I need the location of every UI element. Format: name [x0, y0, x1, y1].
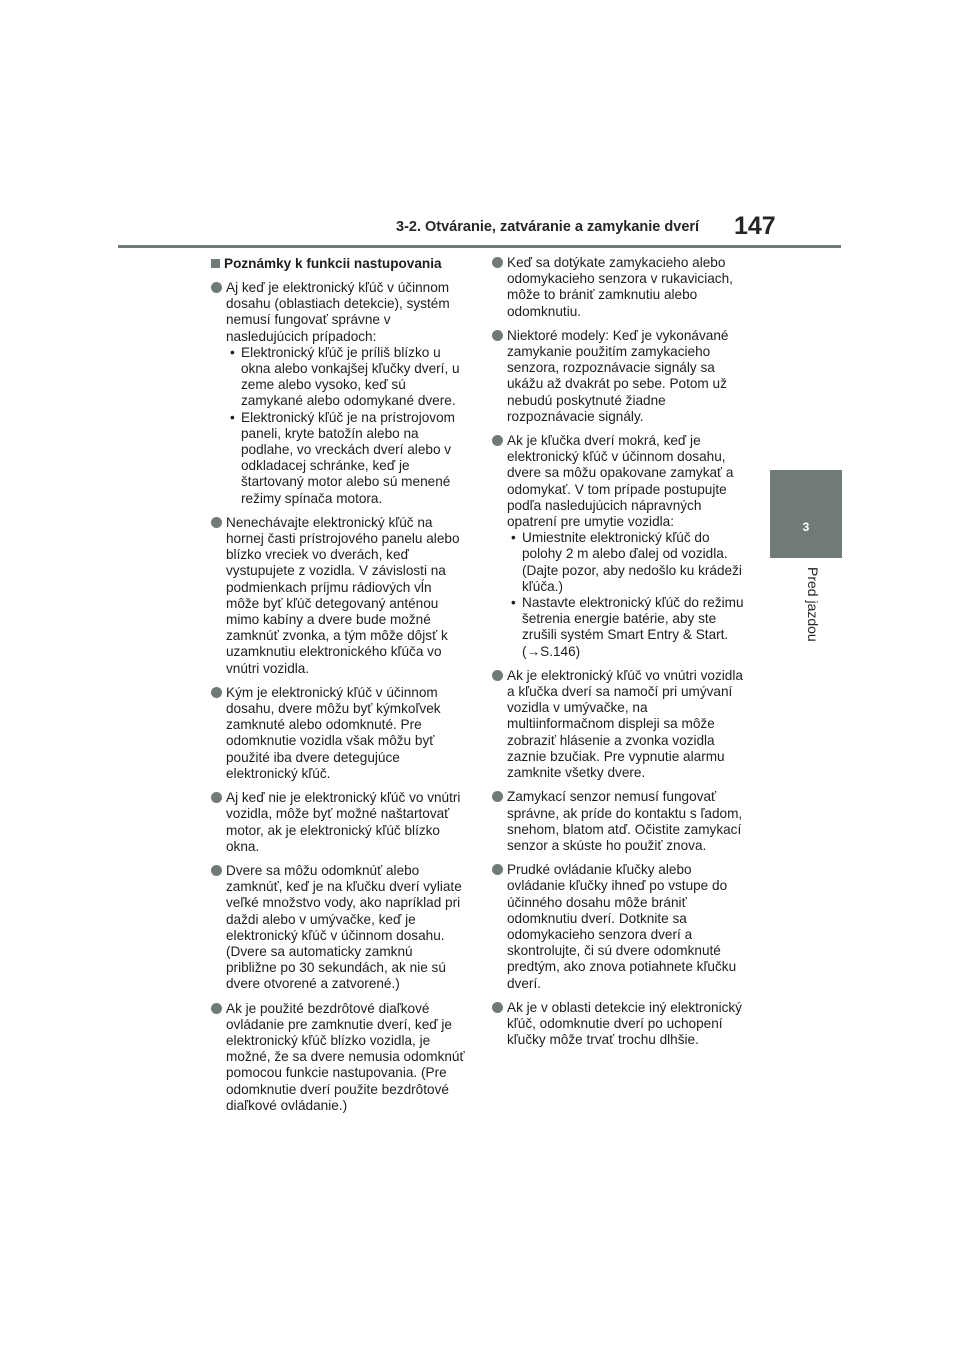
chapter-label: Pred jazdou — [805, 567, 821, 642]
chapter-tab — [770, 470, 842, 558]
round-bullet-icon — [211, 687, 222, 698]
section-heading-text: Poznámky k funkcii nastupovania — [224, 256, 442, 271]
round-bullet-icon — [492, 791, 503, 802]
left-notes-list — [211, 280, 466, 1114]
round-bullet-icon — [492, 864, 503, 875]
square-bullet-icon — [211, 259, 220, 268]
round-bullet-icon — [492, 670, 503, 681]
note-text: Kým je elektronický kľúč v účinnom dosahu, dvere môžu byť kýmkoľvek zamknuté alebo odomknuté. Pre odomknutie vozidla však môžu byť použité iba dvere detegujúce elektronický kľúč. — [226, 684, 441, 781]
round-bullet-icon — [211, 282, 222, 293]
sub-bullet-text: Elektronický kľúč je príliš blízko u okna alebo vonkajšej kľučky dverí, u zeme alebo vysoko, keď sú zamykané alebo odomykané dvere. — [241, 344, 460, 409]
note-item — [211, 685, 466, 782]
chapter-number: 3 — [802, 520, 810, 534]
note-item — [211, 790, 466, 855]
note-text: Aj keď nie je elektronický kľúč vo vnútri vozidla, môže byť možné naštartovať motor, ak je elektronický kľúč blízko okna. — [226, 790, 461, 854]
note-text: Keď sa dotýkate zamykacieho alebo odomykacieho senzora v rukaviciach, môže to brániť zamknutiu alebo odomknutiu. — [507, 255, 733, 319]
round-bullet-icon — [211, 792, 222, 803]
note-text: Nenechávajte elektronický kľúč na hornej časti prístrojového panelu alebo blízko vreciek vo dverách, keď vystupujete z vozidla. V závislosti na podmienkach príjmu rádiových vĺn môže byť kľúč detegovaný anténou mimo kabíny a dvere bude možné zamknúť zvonka, a tým môže dôjsť k uzamknutiu elektronického kľúča vo vnútri vozidla. — [226, 514, 460, 676]
note-item — [492, 668, 747, 781]
note-text: Ak je použité bezdrôtové diaľkové ovládanie pre zamknutie dverí, keď je elektronický kľúč blízko vozidla, je možné, že sa dvere nemusia odomknúť pomocou funkcie nastupovania. (Pre odomknutie dverí použite bezdrôtové diaľkové ovládanie.) — [226, 1000, 465, 1113]
round-bullet-icon — [492, 330, 503, 341]
sub-bullet — [507, 530, 747, 595]
section-title: 3-2. Otváranie, zatváranie a zamykanie dverí — [396, 219, 700, 235]
note-text: Dvere sa môžu odomknúť alebo zamknúť, keď je na kľučku dverí vyliate veľké množstvo vody, ako napríklad pri daždi alebo v umývačke, keď je elektronický kľúč v účinnom dosahu. (Dvere sa automaticky zamknú približne po 30 sekundách, ak nie sú dvere otvorené a zatvorené.) — [226, 862, 462, 992]
round-bullet-icon — [492, 257, 503, 268]
header-divider — [118, 245, 841, 248]
section-heading — [211, 255, 466, 272]
note-item — [492, 1000, 747, 1049]
left-column — [211, 255, 466, 1122]
note-item — [492, 862, 747, 992]
sub-bullet-text: Umiestnite elektronický kľúč do polohy 2 m alebo ďalej od vozidla. (Dajte pozor, aby nedošlo ku krádeži kľúča.) — [522, 530, 742, 594]
note-item — [492, 433, 747, 660]
note-text: Aj keď je elektronický kľúč v účinnom dosahu (oblastiach detekcie), systém nemusí fungovať správne v nasledujúcich prípadoch: — [226, 280, 450, 344]
note-text: Ak je v oblasti detekcie iný elektronický kľúč, odomknutie dverí po uchopení kľučky môže trvať trochu dlhšie. — [507, 999, 742, 1048]
right-column — [492, 255, 747, 1056]
sub-bullet-text: Elektronický kľúč je na prístrojovom paneli, kryte batožín alebo na podlahe, vo vreckách dverí alebo v odkladacej schránke, keď je štartovaný motor alebo sú menené režimy spínača motora. — [241, 409, 455, 506]
page-number: 147 — [734, 212, 776, 240]
sub-bullet — [507, 595, 747, 660]
bullet-dot-icon: • — [230, 409, 235, 425]
bullet-dot-icon: • — [230, 344, 235, 360]
bullet-dot-icon: • — [511, 530, 516, 546]
note-item — [211, 515, 466, 677]
note-text: Prudké ovládanie kľučky alebo ovládanie kľučky ihneď po vstupe do účinného dosahu môže brániť odomknutiu dverí. Dotknite sa odomykacieho senzora dverí a skontrolujte, či sú dvere odomknuté predtým, ako znova potiahnete kľučku dverí. — [507, 862, 737, 991]
note-text: Ak je kľučka dverí mokrá, keď je elektronický kľúč v účinnom dosahu, dvere sa môžu opakovane zamykať a odomykať. V tom prípade postupujte podľa nasledujúcich nápravných opatrení pre umytie vozidla: — [507, 433, 734, 530]
sub-bullet — [226, 345, 466, 410]
note-item — [492, 789, 747, 854]
right-notes-list — [492, 255, 747, 1048]
note-item — [211, 863, 466, 993]
note-item — [211, 1001, 466, 1114]
note-item — [492, 328, 747, 425]
note-item — [211, 280, 466, 507]
note-text: Zamykací senzor nemusí fungovať správne, ak príde do kontaktu s ľadom, snehom, blatom atď. Očistite zamykací senzor a skúste ho použiť znova. — [507, 789, 743, 853]
note-item — [492, 255, 747, 320]
note-text: Ak je elektronický kľúč vo vnútri vozidla a kľučka dverí sa namočí pri umývaní vozidla v umývačke, na multiinformačnom displeji sa môže zobraziť hlásenie a zvonka vozidla zaznie bzučiak. Pre vypnutie alarmu zamknite všetky dvere. — [507, 667, 743, 781]
round-bullet-icon — [211, 517, 222, 528]
round-bullet-icon — [211, 865, 222, 876]
note-text: Niektoré modely: Keď je vykonávané zamykanie použitím zamykacieho senzora, rozpoznávacie signály sa ukážu až dvakrát po sebe. Potom už nebudú poskytnuté žiadne rozpoznávacie signály. — [507, 327, 729, 424]
round-bullet-icon — [211, 1003, 222, 1014]
sub-bullet — [226, 410, 466, 507]
round-bullet-icon — [492, 435, 503, 446]
bullet-dot-icon: • — [511, 595, 516, 611]
sub-bullet-text: Nastavte elektronický kľúč do režimu šetrenia energie batérie, aby ste zrušili systém Smart Entry & Start. (→S.146) — [522, 595, 744, 659]
round-bullet-icon — [492, 1002, 503, 1013]
